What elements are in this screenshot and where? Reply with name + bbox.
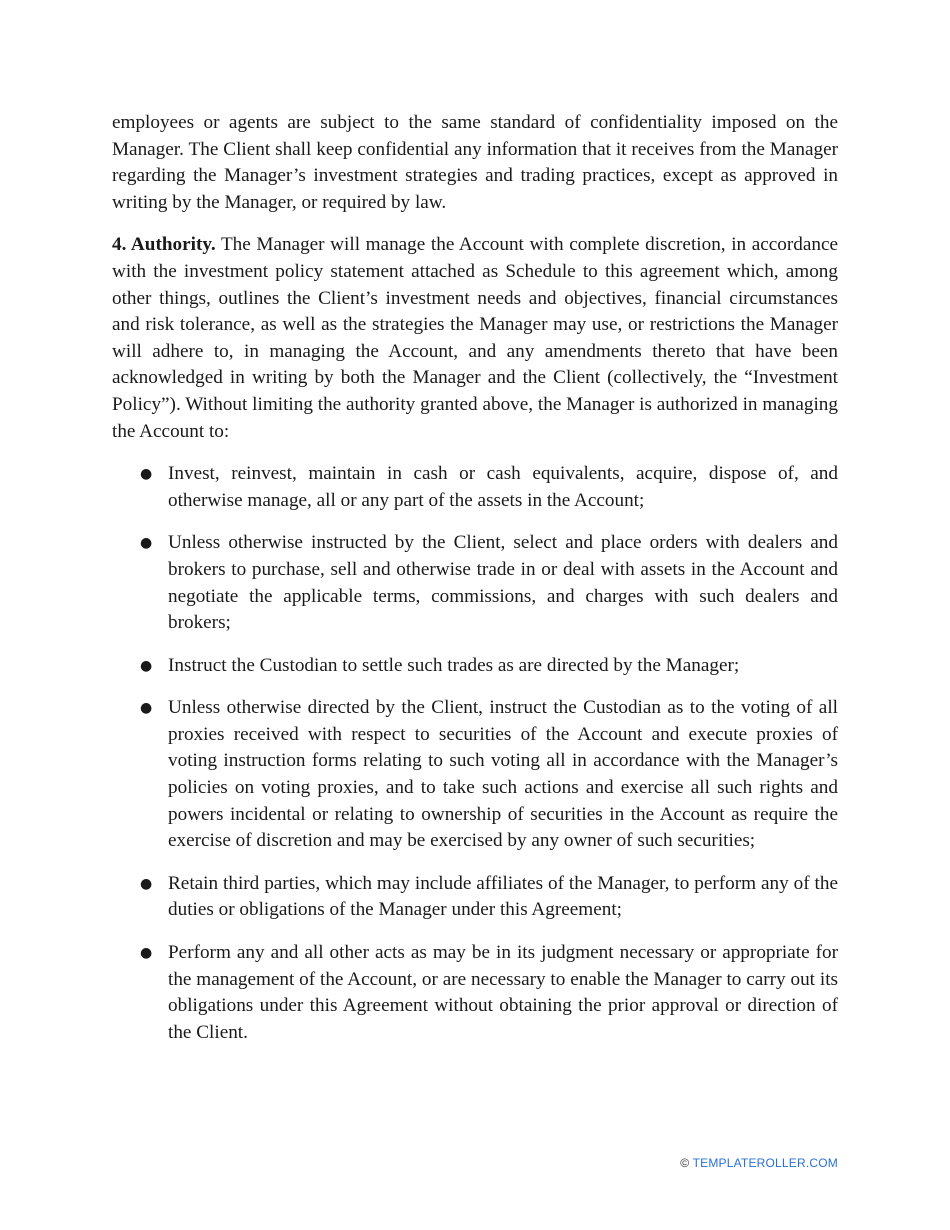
list-item-text: Invest, reinvest, maintain in cash or cash equivalents, acquire, dispose of, and otherwise manage, all or any part of the assets in the Account; [168,463,838,511]
list-item-text: Retain third parties, which may include affiliates of the Manager, to perform any of the duties or obligations of the Manager under this Agreement; [168,872,838,921]
authority-bullet-list [112,461,838,1046]
intro-paragraph: employees or agents are subject to the same standard of confidentiality imposed on the Manager. The Client shall keep confidential any information that it receives from the Manager regarding the Manager’s investment strategies and trading practices, except as approved in writing by the Manager, or required by law. [112,112,838,213]
section-4-body: The Manager will manage the Account with complete discretion, in accordance with the investment policy statement attached as Schedule to this agreement which, among other things, outlines the Client’s investment needs and objectives, financial circumstances and risk tolerance, as well as the strategies the Manager may use, or restrictions the Manager will adhere to, in managing the Account, and any amendments thereto that have been acknowledged in writing by both the Manager and the Client (collectively, the “Investment Policy”). Without limiting the authority granted above, the Manager is authorized in managing the Account to: [112,234,838,442]
bullet-icon: ● [140,875,153,892]
list-item-text: Unless otherwise instructed by the Client, select and place orders with dealers and brokers to purchase, sell and otherwise trade in or deal with assets in the Account and negotiate the applicable terms, commissions, and charges with such dealers and brokers; [168,532,838,634]
list-item [112,461,838,514]
section-4-paragraph [112,232,838,445]
list-item [112,695,838,855]
bullet-icon: ● [140,535,153,552]
list-item [112,653,838,680]
document-page [112,110,838,1062]
bullet-icon: ● [140,466,153,483]
bullet-icon: ● [140,700,153,717]
list-item-text: Instruct the Custodian to settle such trades as are directed by the Manager; [168,654,740,676]
list-item [112,530,838,636]
list-item-text: Perform any and all other acts as may be in its judgment necessary or appropriate for the management of the Account, or are necessary to enable the Manager to carry out its obligations under this Agreement without obtaining the prior approval or direction of the Client. [168,942,838,1043]
list-item-text: Unless otherwise directed by the Client, instruct the Custodian as to the voting of all proxies received with respect to securities of the Account and execute proxies of voting instruction forms relating to such voting all in accordance with the Manager’s policies on voting proxies, and to take such actions and exercise all such rights and powers incidental or relating to ownership of securities in the Account as require the exercise of discretion and may be exercised by any owner of such securities; [168,697,838,852]
templateroller-link[interactable]: TEMPLATEROLLER.COM [692,1156,838,1170]
section-4-heading: 4. Authority. [112,234,216,256]
bullet-icon: ● [140,945,153,962]
copyright-symbol: © [680,1156,690,1170]
list-item [112,940,838,1046]
list-item [112,871,838,924]
bullet-icon: ● [140,657,153,674]
footer-credit [680,1156,838,1170]
